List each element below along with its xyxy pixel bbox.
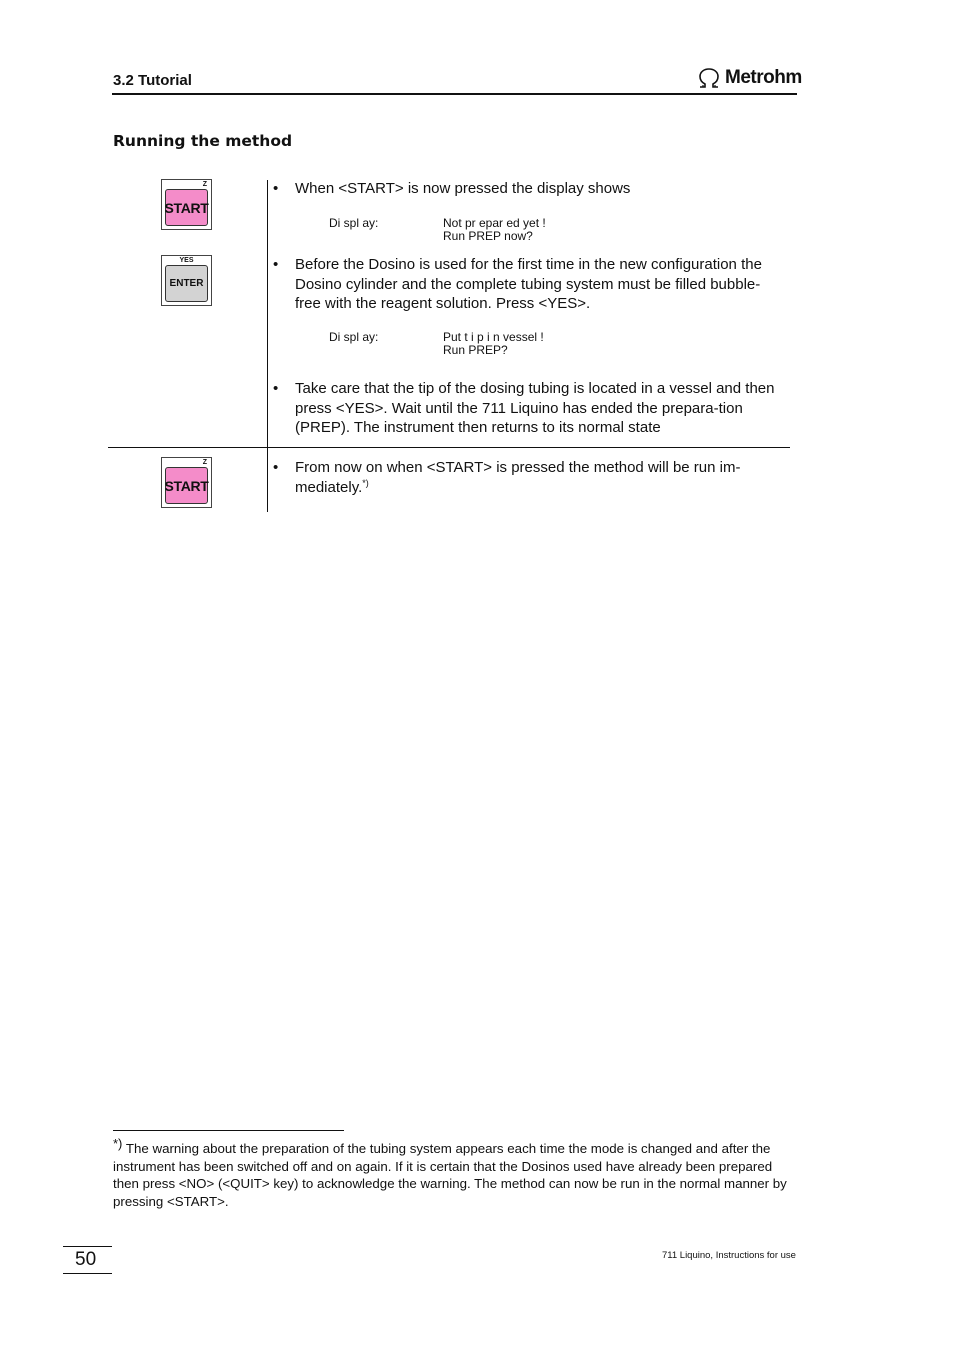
footnote bbox=[113, 1136, 797, 1210]
enter-key-face: ENTER bbox=[165, 265, 208, 302]
display-line: Run PREP now? bbox=[443, 229, 533, 243]
row-divider bbox=[108, 447, 790, 448]
step-item bbox=[273, 458, 785, 497]
column-divider bbox=[267, 180, 268, 447]
display-line: Put t i p i n vessel ! bbox=[443, 330, 544, 344]
start-key-face: START bbox=[165, 467, 208, 504]
omega-icon bbox=[697, 68, 721, 88]
header-rule bbox=[112, 93, 797, 95]
display-label: Di spl ay: bbox=[329, 330, 379, 344]
step-text-body: From now on when <START> is pressed the method will be run im-mediately. bbox=[295, 459, 741, 496]
start-key bbox=[161, 457, 212, 508]
footnote-rule bbox=[113, 1130, 344, 1131]
metrohm-logo bbox=[697, 67, 802, 89]
document-reference: 711 Liquino, Instructions for use bbox=[662, 1250, 796, 1261]
logo-text: Metrohm bbox=[725, 67, 802, 88]
display-line: Run PREP? bbox=[443, 343, 508, 357]
page-number: 50 bbox=[63, 1246, 112, 1274]
bullet: • bbox=[273, 459, 279, 476]
step-item bbox=[273, 255, 785, 314]
subsection-title: Running the method bbox=[113, 132, 293, 150]
start-key-top-label: Z bbox=[202, 459, 207, 466]
bullet: • bbox=[273, 380, 279, 397]
step-text: Before the Dosino is used for the first time in the new configuration the Dosino cylinder and the complete tubing system must be filled bubble-free with the reagent solution. Press <YES>. bbox=[295, 256, 762, 313]
start-key-top-label: Z bbox=[202, 181, 207, 188]
section-title: 3.2 Tutorial bbox=[113, 72, 192, 89]
display-line: Not pr epar ed yet ! bbox=[443, 216, 546, 230]
enter-key bbox=[161, 255, 212, 306]
bullet: • bbox=[273, 256, 279, 273]
start-key bbox=[161, 179, 212, 230]
footnote-mark: *) bbox=[113, 1136, 123, 1151]
step-item bbox=[273, 379, 785, 438]
step-text: When <START> is now pressed the display shows bbox=[295, 180, 631, 197]
footnote-text: The warning about the preparation of the tubing system appears each time the mode is changed and after the instrument has been switched off and on again. If it is certain that the Dosinos used have already been prepared then press <NO> (<QUIT> key) to acknowledge the warning. The method can now be run in the normal manner by pressing <START>. bbox=[113, 1141, 787, 1209]
column-divider bbox=[267, 447, 268, 512]
step-item bbox=[273, 179, 785, 199]
display-label: Di spl ay: bbox=[329, 216, 379, 230]
bullet: • bbox=[273, 180, 279, 197]
step-text: Take care that the tip of the dosing tubing is located in a vessel and then press <YES>. Wait until the 711 Liquino has ended the prepara-tion (PREP). The instrument then returns to its normal state bbox=[295, 380, 775, 437]
footnote-reference: *) bbox=[362, 477, 369, 488]
step-text bbox=[295, 458, 785, 497]
enter-key-top-label: YES bbox=[179, 257, 194, 264]
start-key-face: START bbox=[165, 189, 208, 226]
